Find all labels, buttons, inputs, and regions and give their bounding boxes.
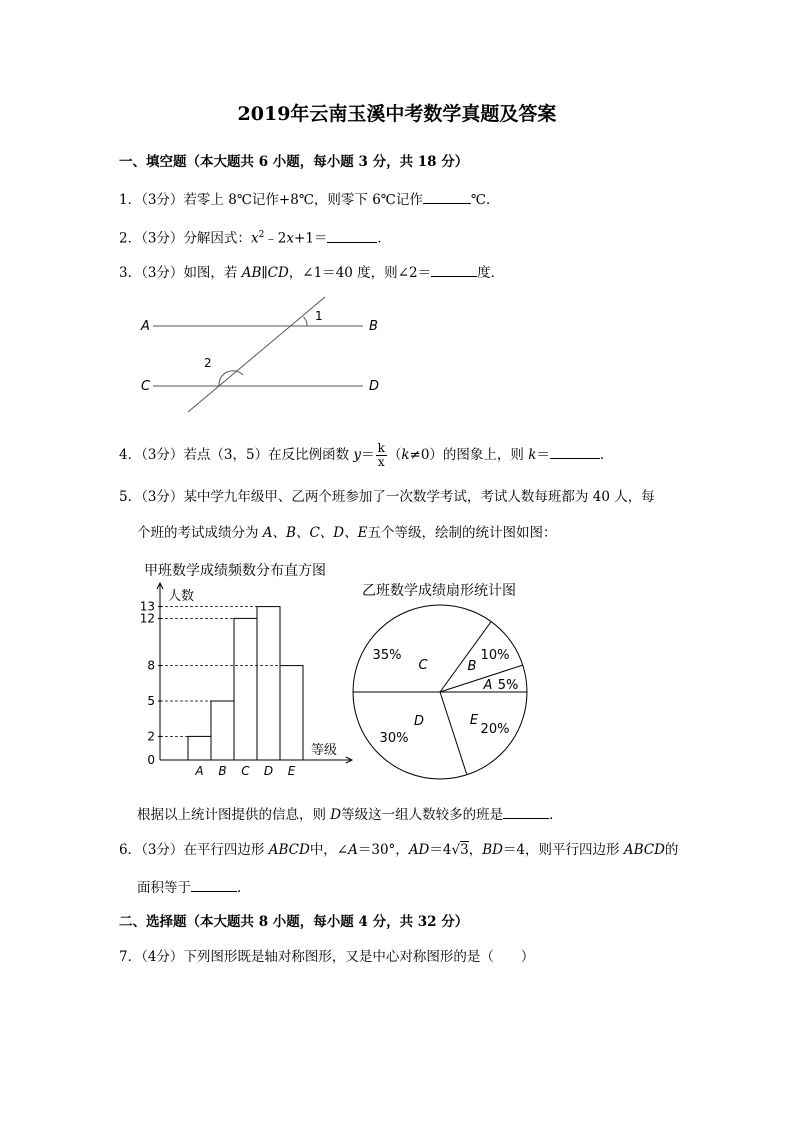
x-axis-label: 等级 (311, 743, 338, 758)
question-text: ． (237, 880, 251, 896)
answer-blank[interactable] (327, 228, 377, 243)
math-text: ， (468, 842, 483, 858)
question-points: （3分） (141, 265, 184, 281)
question-6-line-1 (119, 841, 678, 859)
question-text: 下列图形既是轴对称图形，又是中心对称图形的是（ ） (183, 949, 535, 965)
label-c: C (141, 379, 151, 394)
question-number: 2． (119, 230, 142, 247)
question-text: 在平行四边形 (183, 842, 269, 858)
question-text: 面积等于 (137, 880, 191, 896)
math-var: k (401, 447, 410, 463)
x-tick-label: C (241, 764, 250, 778)
pie-slice-percent-B: 10% (480, 648, 510, 663)
math-exponent: 2 (258, 230, 265, 240)
y-tick-label: 5 (147, 694, 155, 708)
math-text: ∥ (261, 265, 268, 281)
math-text: ＝30°， (357, 842, 409, 858)
angle-2-arc (219, 371, 243, 386)
section-heading-choice: 二、选择题（本大题共 8 小题，每小题 4 分，共 32 分） (119, 914, 469, 930)
fraction-denominator: x (377, 455, 385, 469)
math-var: BD (482, 842, 503, 858)
math-text: ﹣2 (264, 230, 287, 247)
question-text: ． (377, 230, 391, 247)
question-text: ，∠1＝40 度，则∠2＝ (288, 265, 432, 281)
x-tick-label: A (195, 764, 204, 778)
fraction (376, 442, 387, 469)
math-var: AD (408, 842, 430, 858)
question-text: ． (549, 807, 563, 823)
question-text: ＝4，则平行四边形 (502, 842, 624, 858)
histogram-title: 甲班数学成绩频数分布直方图 (144, 563, 326, 579)
question-text: （ (387, 447, 402, 463)
bar-B (211, 701, 234, 760)
radicand: 3 (460, 842, 469, 858)
sqrt-symbol: √ (451, 842, 461, 858)
y-tick-label: 12 (139, 611, 155, 626)
question-text: 某中学九年级甲、乙两个班参加了一次数学考试，考试人数每班都为 40 人，每 (183, 489, 655, 505)
question-points: （4分） (141, 949, 184, 965)
pie-slice-letter-B: B (467, 659, 477, 674)
math-text: +1＝ (294, 230, 328, 247)
math-text: ＝4 (429, 842, 452, 858)
question-number: 5． (119, 489, 142, 505)
math-var: y (353, 447, 362, 463)
question-points: （3分） (141, 447, 184, 463)
math-var: A、B、C、D、E (262, 525, 368, 541)
math-var: ABCD (268, 842, 310, 858)
math-var: CD (267, 265, 289, 281)
question-1 (119, 189, 500, 209)
pie-slice-letter-E: E (469, 713, 479, 728)
answer-blank[interactable] (191, 877, 237, 892)
answer-blank[interactable] (503, 804, 549, 819)
math-text: ＝ (361, 447, 375, 463)
question-number: 7． (119, 949, 142, 965)
question-points: （3分） (141, 230, 184, 247)
question-text: ℃． (470, 192, 500, 208)
question-number: 4． (119, 447, 142, 463)
page-title: 2019年云南玉溪中考数学真题及答案 (237, 103, 557, 125)
answer-blank[interactable] (423, 189, 471, 204)
bar-A (188, 736, 211, 760)
question-number: 6． (119, 842, 142, 858)
pie-title: 乙班数学成绩扇形统计图 (362, 583, 516, 599)
bar-C (234, 618, 257, 760)
label-b: B (369, 319, 378, 334)
math-var: k (528, 447, 537, 463)
parallel-lines-figure (135, 290, 395, 415)
question-text: 的 (664, 842, 679, 858)
question-text: ≠0）的图象上，则 (409, 447, 529, 463)
pie-slice-percent-C: 35% (372, 648, 402, 663)
question-4 (119, 442, 613, 469)
bar-E (280, 666, 303, 760)
question-text: 根据以上统计图提供的信息，则 (137, 807, 331, 823)
y-tick-label: 8 (147, 658, 155, 673)
pie-slice-letter-D: D (413, 714, 425, 729)
question-text: ． (599, 447, 614, 463)
y-tick-label: 2 (147, 729, 155, 744)
y-tick-label: 13 (139, 599, 155, 614)
question-text: 中，∠ (309, 842, 349, 858)
question-5-line-2 (137, 524, 556, 542)
pie-chart (345, 600, 535, 785)
pie-slice-percent-D: 30% (379, 731, 409, 746)
math-var: x (250, 230, 259, 247)
pie-slice-letter-A: A (483, 678, 493, 693)
question-text: 五个等级，绘制的统计图如图： (367, 525, 557, 541)
question-7 (119, 948, 534, 966)
section-heading-fill-in: 一、填空题（本大题共 6 小题，每小题 3 分，共 18 分） (119, 154, 469, 170)
x-tick-label: E (287, 764, 296, 778)
pie-slice-percent-A: 5% (497, 678, 519, 693)
label-a: A (141, 319, 150, 334)
pie-slice-letter-C: C (418, 658, 428, 673)
question-number: 3． (119, 265, 142, 281)
question-5-line-3 (137, 804, 563, 824)
math-var: AB (241, 265, 262, 281)
question-points: （3分） (141, 489, 184, 505)
question-points: （3分） (141, 842, 184, 858)
question-6-line-2 (137, 877, 251, 897)
x-tick-label: D (263, 764, 274, 778)
bar-D (257, 607, 280, 760)
histogram-chart (130, 580, 355, 780)
answer-blank[interactable] (431, 262, 477, 277)
angle-1-arc (304, 317, 308, 326)
question-2 (119, 226, 391, 248)
math-var: D (330, 807, 342, 823)
question-text: 度． (477, 265, 505, 281)
x-tick-label: B (218, 764, 227, 778)
question-text: 等级这一组人数较多的班是 (341, 807, 504, 823)
question-text: 若零上 8℃记作+8℃，则零下 6℃记作 (183, 192, 423, 208)
question-5-line-1 (119, 488, 655, 506)
angle-2-label: 2 (204, 356, 212, 370)
math-text: ＝ (536, 447, 550, 463)
transversal-line (188, 297, 325, 412)
question-number: 1． (119, 192, 142, 208)
math-var: ABCD (623, 842, 665, 858)
fraction-numerator: k (377, 441, 385, 455)
question-text: 个班的考试成绩分为 (137, 525, 263, 541)
y-tick-label: 0 (147, 753, 155, 767)
angle-1-label: 1 (315, 309, 323, 323)
question-text: 若点（3，5）在反比例函数 (183, 447, 354, 463)
label-d: D (369, 379, 380, 394)
answer-blank[interactable] (550, 444, 600, 459)
question-3 (119, 262, 504, 282)
question-points: （3分） (141, 192, 184, 208)
question-text: 分解因式： (183, 230, 251, 247)
question-text: 如图，若 (183, 265, 242, 281)
math-var: x (286, 230, 295, 247)
math-var: A (348, 842, 358, 858)
y-axis-label: 人数 (168, 589, 195, 604)
pie-slice-percent-E: 20% (480, 722, 510, 737)
